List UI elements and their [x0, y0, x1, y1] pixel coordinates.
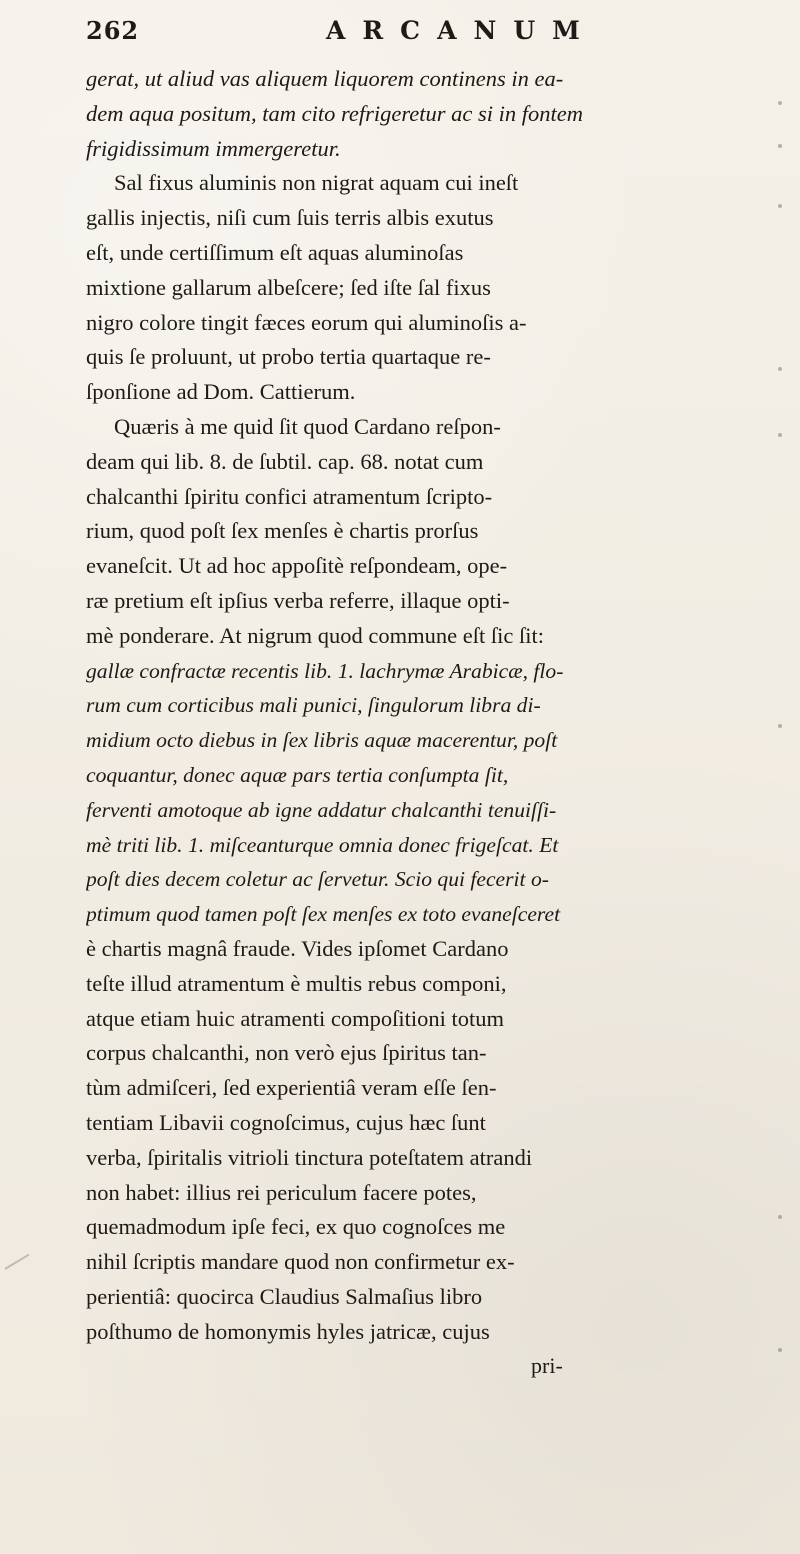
text-line: ferventi amotoque ab igne addatur chalcanthi tenuiſſi- [86, 797, 557, 822]
text-line: è chartis magnâ fraude. Vides ipſomet Cardano [86, 935, 509, 961]
text-line: rum cum corticibus mali punici, ſingulorum libra di- [86, 693, 541, 718]
text-line: teſte illud atramentum è multis rebus componi, [86, 970, 507, 996]
text-line: atque etiam huic atramenti compoſitioni totum [86, 1005, 505, 1031]
text-line: ptimum quod tamen poſt ſex menſes ex toto evaneſceret [86, 902, 561, 927]
main-text [86, 62, 766, 1384]
text-line: mè ponderare. At nigrum quod commune eſt ſic ſit: [86, 622, 545, 648]
text-line: corpus chalcanthi, non verò ejus ſpiritus tan- [86, 1040, 487, 1066]
margin-mark [778, 367, 782, 371]
text-line: evaneſcit. Ut ad hoc appoſitè reſpondeam, ope- [86, 553, 508, 579]
text-line: ſponſione ad Dom. Cattierum. [86, 379, 356, 405]
text-line: nigro colore tingit fæces eorum qui aluminoſis a- [86, 309, 527, 335]
margin-mark [778, 101, 782, 105]
text-line: poſt dies decem coletur ac ſervetur. Scio qui fecerit o- [86, 867, 549, 892]
text-line: tentiam Libavii cognoſcimus, cujus hæc ſunt [86, 1109, 486, 1135]
text-line: eſt, unde certiſſimum eſt aquas aluminoſas [86, 239, 464, 265]
margin-mark [778, 724, 782, 728]
margin-stroke [4, 1254, 29, 1270]
text-line: gerat, ut aliud vas aliquem liquorem continens in ea- [86, 66, 564, 91]
text-line: non habet: illius rei periculum facere potes, [86, 1179, 477, 1205]
text-line: Quæris à me quid ſit quod Cardano reſpon- [114, 413, 501, 439]
text-line: ræ pretium eſt ipſius verba referre, illaque opti- [86, 587, 510, 613]
margin-mark [778, 1348, 782, 1352]
text-line: coquantur, donec aquæ pars tertia conſumpta ſit, [86, 762, 509, 787]
text-line: chalcanthi ſpiritu confici atramentum ſcripto- [86, 483, 493, 509]
text-line: Sal fixus aluminis non nigrat aquam cui ineſt [114, 170, 519, 196]
margin-mark [778, 433, 782, 437]
text-line: poſthumo de homonymis hyles jatricæ, cujus [86, 1318, 490, 1344]
text-line: gallæ confractæ recentis lib. 1. lachrymæ Arabicæ, flo- [86, 658, 564, 683]
text-line: midium octo diebus in ſex libris aquæ macerentur, poſt [86, 728, 558, 753]
text-line: quis ſe proluunt, ut probo tertia quartaque re- [86, 344, 491, 370]
margin-mark [778, 144, 782, 148]
text-line: dem aqua positum, tam cito refrigeretur ac si in fontem [86, 100, 584, 126]
text-line: rium, quod poſt ſex menſes è chartis prorſus [86, 518, 479, 544]
text-line: deam qui lib. 8. de ſubtil. cap. 68. notat cum [86, 448, 484, 474]
margin-mark [778, 204, 782, 208]
text-line: mixtione gallarum albeſcere; ſed iſte ſal fixus [86, 274, 491, 300]
text-line: verba, ſpiritalis vitrioli tinctura poteſtatem atrandi [86, 1144, 533, 1170]
running-head: ARCANUM [326, 16, 597, 45]
page-header [86, 16, 746, 56]
margin-mark [778, 1215, 782, 1219]
text-line: frigidissimum immergeretur. [86, 135, 341, 161]
text-line: perientiâ: quocirca Claudius Salmaſius libro [86, 1283, 483, 1309]
text-line: tùm admiſceri, ſed experientiâ veram eſſe ſen- [86, 1075, 497, 1101]
text-line: quemadmodum ipſe feci, ex quo cognoſces me [86, 1214, 506, 1240]
catchword: pri- [531, 1353, 563, 1379]
page-number: 262 [86, 16, 140, 45]
text-line: gallis injectis, niſi cum ſuis terris albis exutus [86, 205, 494, 231]
text-line: mè triti lib. 1. miſceanturque omnia donec frigeſcat. Et [86, 832, 559, 857]
text-line: nihil ſcriptis mandare quod non confirmetur ex- [86, 1249, 515, 1275]
